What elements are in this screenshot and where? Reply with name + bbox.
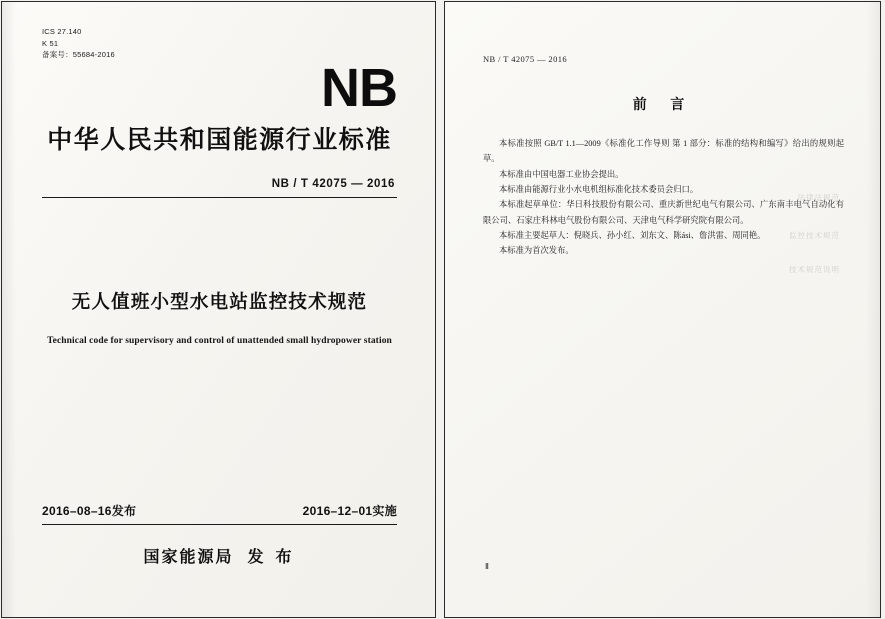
foreword-paragraph: 本标准由能源行业小水电机组标准化技术委员会归口。: [499, 185, 699, 195]
ics-line-1: ICS 27.140: [42, 27, 82, 36]
divider-bottom: [42, 524, 397, 525]
foreword-paragraph: 本标准为首次发布。: [499, 246, 574, 256]
foreword-paragraph: 本标准起草单位：华日科技股份有限公司、重庆新世纪电气有限公司、广东南丰电气自动化有限公司、石家庄科林电气股份有限公司、天津电气科学研究院有限公司。: [483, 200, 844, 225]
divider-top: [42, 197, 397, 198]
ics-line-3: 备案号：55684-2016: [42, 50, 115, 60]
foreword-paragraph: 本标准按照 GB/T 1.1—2009《标准化工作导则 第 1 部分：标准的结构和编写》给出的规则起草。: [483, 139, 844, 164]
ics-line-2: K 51: [42, 38, 59, 48]
page-edge-shadow-right: [866, 2, 880, 617]
nb-logo: NB: [321, 57, 397, 118]
page-number: Ⅱ: [485, 562, 489, 571]
issuing-authority: [42, 544, 397, 567]
foreword-content: [483, 54, 844, 593]
standard-series-title: 中华人民共和国能源行业标准: [47, 127, 392, 155]
scan-ghost-line-2: 监控技术规范: [789, 231, 840, 240]
issuing-authority-verb: 发 布: [247, 549, 296, 566]
ics-classification-block: [42, 26, 397, 61]
date-row: [42, 502, 397, 519]
issuing-authority-name: 国家能源局: [143, 549, 234, 566]
cover-content: [42, 26, 397, 597]
document-title-english: Technical code for supervisory and control of unattended small hydropower station: [47, 336, 392, 347]
standard-number: NB / T 42075 — 2016: [271, 178, 395, 191]
foreword-paragraph: 本标准由中国电器工业协会提出。: [499, 169, 624, 179]
scan-ghost-line-3: 技术规范说明: [789, 265, 840, 274]
page-edge-shadow-left: [2, 2, 16, 617]
document-title-chinese: 无人值班小型水电站监控技术规范: [71, 293, 368, 314]
cover-page: [1, 1, 436, 618]
issue-date: 2016–08–16发布: [42, 504, 137, 518]
effective-date: 2016–12–01实施: [302, 504, 397, 518]
foreword-running-header: NB / T 42075 — 2016: [483, 54, 568, 64]
foreword-body: [483, 136, 844, 259]
foreword-page: [444, 1, 881, 618]
foreword-paragraph: 本标准主要起草人：倪晓兵、孙小红、刘东文、陈ási、詹洪雷、周同艳。: [499, 231, 766, 241]
foreword-title: 前 言: [632, 98, 695, 113]
scan-ghost-line-1: 法律法规范: [797, 193, 840, 202]
